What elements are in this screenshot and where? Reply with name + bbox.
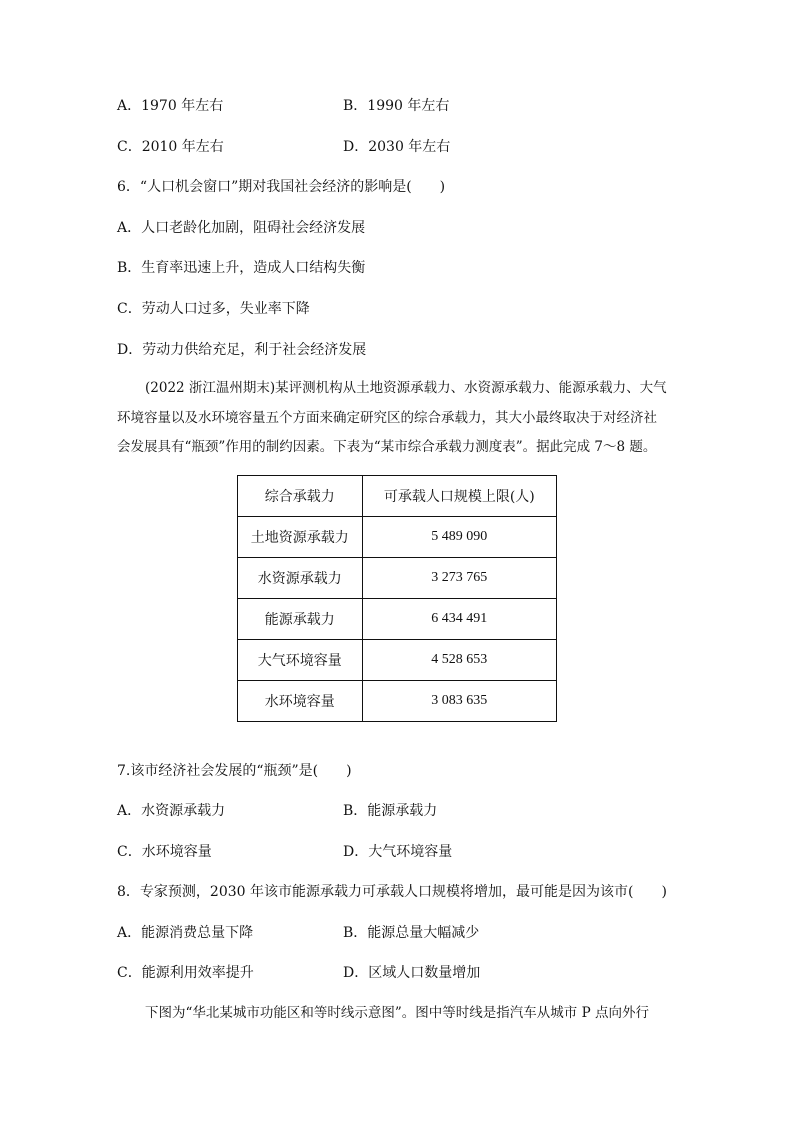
q6-option-a: A．人口老龄化加剧，阻碍社会经济发展: [117, 220, 366, 236]
table-row: [238, 681, 557, 722]
q6-option-c: C．劳动人口过多，失业率下降: [117, 301, 310, 317]
table-header-cell: 综合承载力: [238, 476, 363, 517]
table-row: [238, 558, 557, 599]
table-row: [238, 517, 557, 558]
table-cell-value: 3 083 635: [362, 681, 556, 722]
q6-option-b: B．生育率迅速上升，造成人口结构失衡: [117, 260, 366, 276]
q8-stem: 8．专家预测，2030 年该市能源承载力可承载人口规模将增加，最可能是因为该市( ): [117, 884, 667, 900]
q8-option-a: A．能源消费总量下降: [117, 925, 254, 941]
q8-option-b: B．能源总量大幅减少: [343, 925, 480, 941]
q7-option-d: D．大气环境容量: [343, 844, 453, 860]
q6-option-d: D．劳动力供给充足，利于社会经济发展: [117, 342, 367, 358]
table-cell-name: 水环境容量: [238, 681, 363, 722]
q5-option-b: B．1990 年左右: [343, 98, 450, 114]
q5-option-c: C．2010 年左右: [117, 139, 224, 155]
q7-option-a: A．水资源承载力: [117, 803, 226, 819]
table-cell-value: 3 273 765: [362, 558, 556, 599]
q6-stem: 6．“人口机会窗口”期对我国社会经济的影响是( ): [117, 179, 446, 195]
q7-option-b: B．能源承载力: [343, 803, 438, 819]
passage-line-3: 会发展具有“瓶颈”作用的制约因素。下表为“某市综合承载力测度表”。据此完成 7～8 题。: [117, 439, 657, 455]
q7-stem: 7.该市经济社会发展的“瓶颈”是( ): [117, 763, 352, 779]
capacity-table: [237, 475, 557, 722]
passage-line-2: 环境容量以及水环境容量五个方面来确定研究区的综合承载力，其大小最终取决于对经济社: [117, 410, 657, 426]
table-header-row: [238, 476, 557, 517]
table-row: [238, 599, 557, 640]
q8-option-c: C．能源利用效率提升: [117, 965, 254, 981]
table-header-cell: 可承载人口规模上限(人): [362, 476, 556, 517]
table-cell-value: 4 528 653: [362, 640, 556, 681]
q5-option-d: D．2030 年左右: [343, 139, 451, 155]
next-passage-line: 下图为“华北某城市功能区和等时线示意图”。图中等时线是指汽车从城市 P 点向外行: [145, 1005, 649, 1021]
table-cell-value: 6 434 491: [362, 599, 556, 640]
table-cell-name: 大气环境容量: [238, 640, 363, 681]
q5-option-a: A．1970 年左右: [117, 98, 224, 114]
table-cell-name: 水资源承载力: [238, 558, 363, 599]
table-cell-name: 能源承载力: [238, 599, 363, 640]
table-row: [238, 640, 557, 681]
table-cell-name: 土地资源承载力: [238, 517, 363, 558]
table-cell-value: 5 489 090: [362, 517, 556, 558]
q8-option-d: D．区域人口数量增加: [343, 965, 481, 981]
passage-line-1: (2022 浙江温州期末)某评测机构从土地资源承载力、水资源承载力、能源承载力、大气: [145, 380, 667, 396]
q7-option-c: C．水环境容量: [117, 844, 212, 860]
